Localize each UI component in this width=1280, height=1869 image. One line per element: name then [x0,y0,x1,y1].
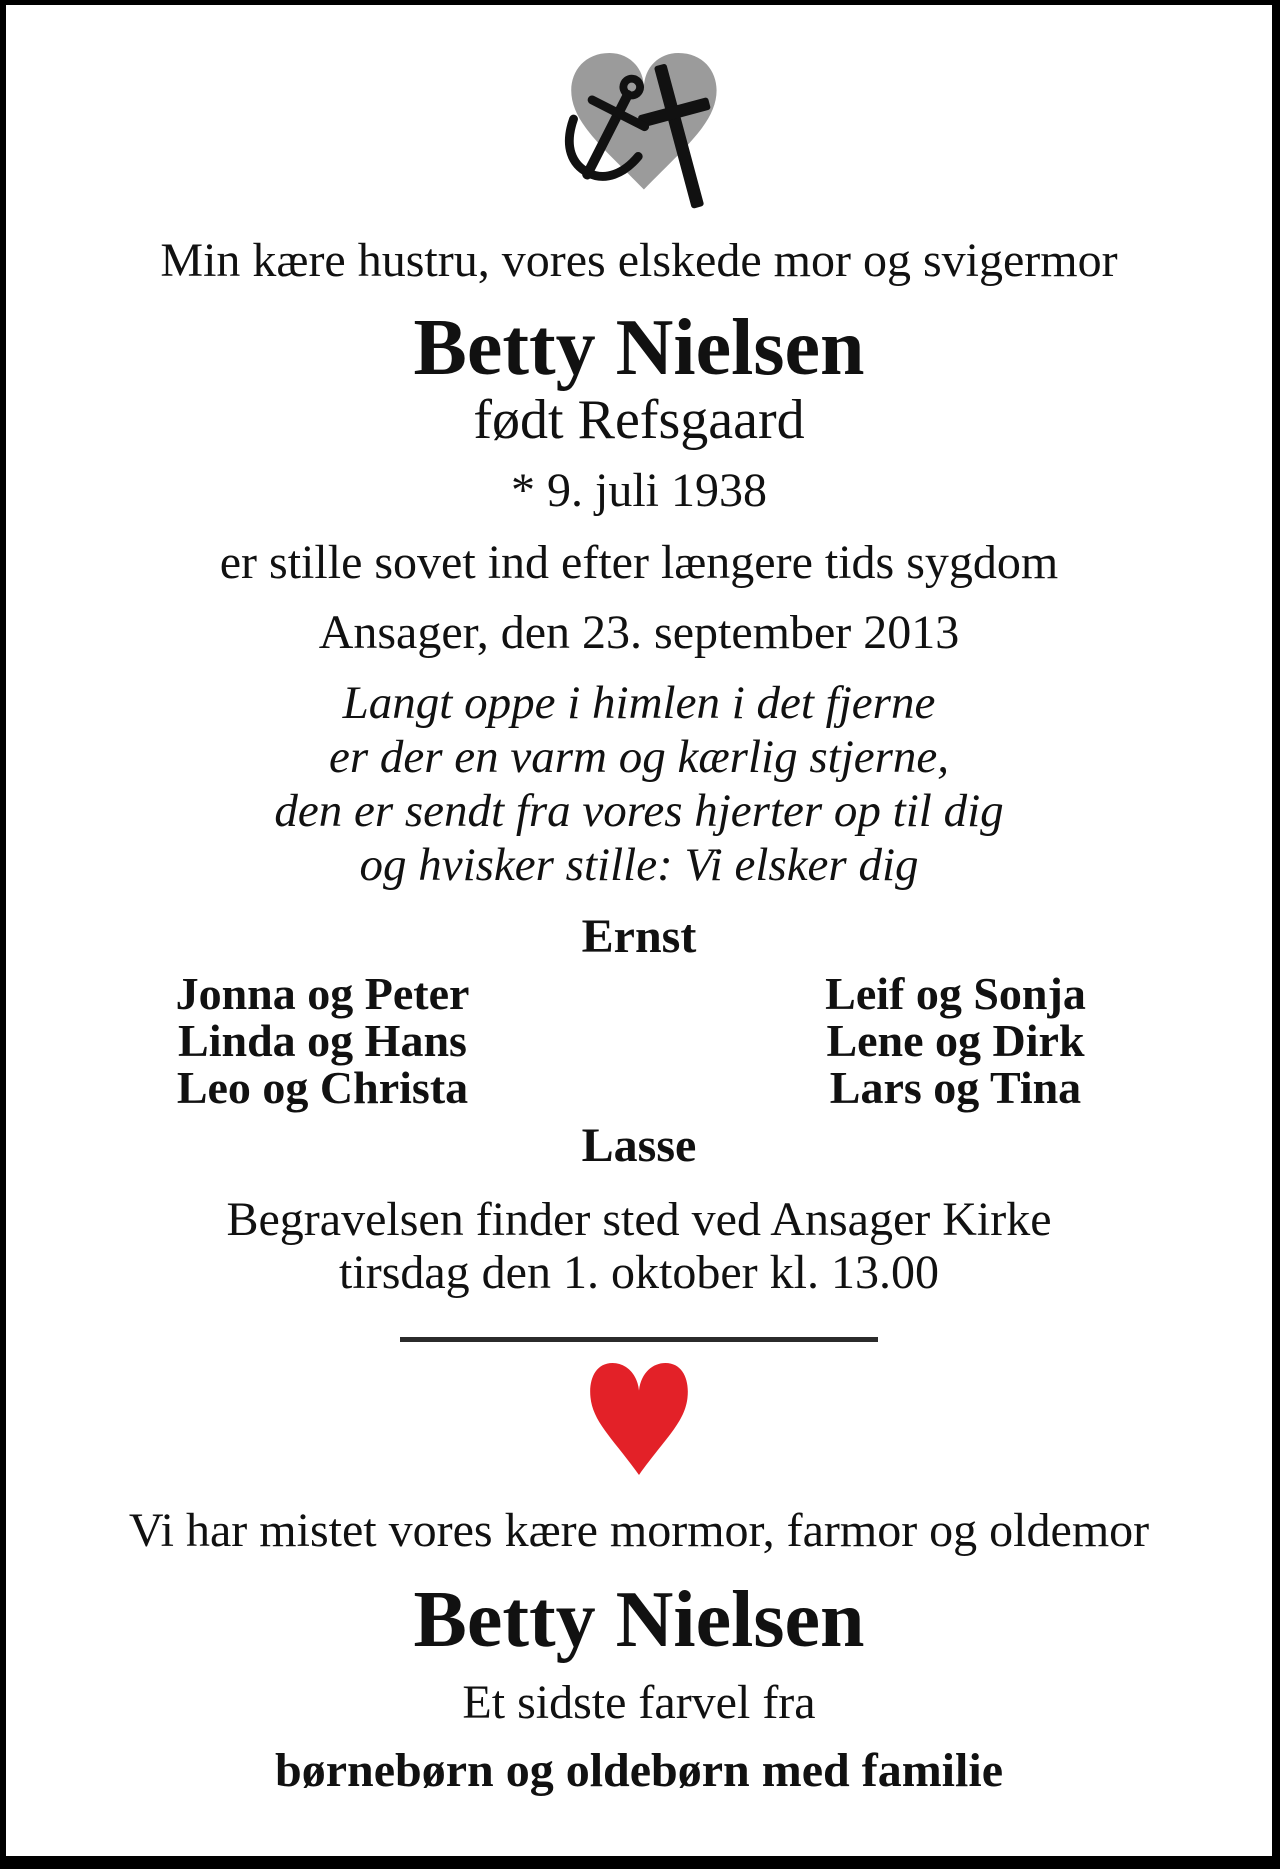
mourner-name: Lars og Tina [829,1062,1082,1113]
funeral-line-1: Begravelsen finder sted ved Ansager Kirke [226,1193,1052,1246]
faith-hope-love-icon [551,51,727,216]
place-date-line: Ansager, den 23. september 2013 [318,606,960,659]
poem-line: den er sendt fra vores hjerter op til dig [274,785,1004,837]
death-statement: er stille sovet ind efter længere tids sygdom [219,536,1059,589]
mourner-name: Leo og Christa [176,1062,469,1113]
intro-line: Min kære hustru, vores elskede mor og svigermor [160,234,1118,287]
funeral-line-2: tirsdag den 1. oktober kl. 13.00 [339,1246,939,1299]
farewell-senders: børnebørn og oldebørn med familie [275,1744,1003,1797]
mourner-first: Ernst [581,910,697,963]
deceased-name: Betty Nielsen [413,304,865,392]
poem-line: Langt oppe i himlen i det fjerne [342,677,936,729]
deceased-name-2: Betty Nielsen [413,1576,865,1664]
birth-date-line: * 9. juli 1938 [510,464,767,517]
memorial-poem [274,676,1003,892]
mourners-columns [6,970,1272,1111]
poem-line: og hvisker stille: Vi elsker dig [359,839,919,891]
section-divider [400,1337,878,1342]
maiden-name: født Refsgaard [473,389,805,451]
poem-line: er der en varm og kærlig stjerne, [328,731,950,783]
funeral-info [226,1193,1051,1299]
farewell-line: Et sidste farvel fra [462,1676,816,1729]
mourners-left-column [6,970,639,1111]
mourner-name: Jonna og Peter [175,968,470,1019]
red-heart-icon [583,1360,695,1478]
mourner-name: Leif og Sonja [825,968,1086,1019]
mourner-name: Linda og Hans [178,1015,467,1066]
mourner-last: Lasse [581,1119,697,1172]
mourner-name: Lene og Dirk [826,1015,1085,1066]
second-intro-line: Vi har mistet vores kære mormor, farmor og oldemor [128,1504,1150,1557]
mourners-right-column [639,970,1272,1111]
